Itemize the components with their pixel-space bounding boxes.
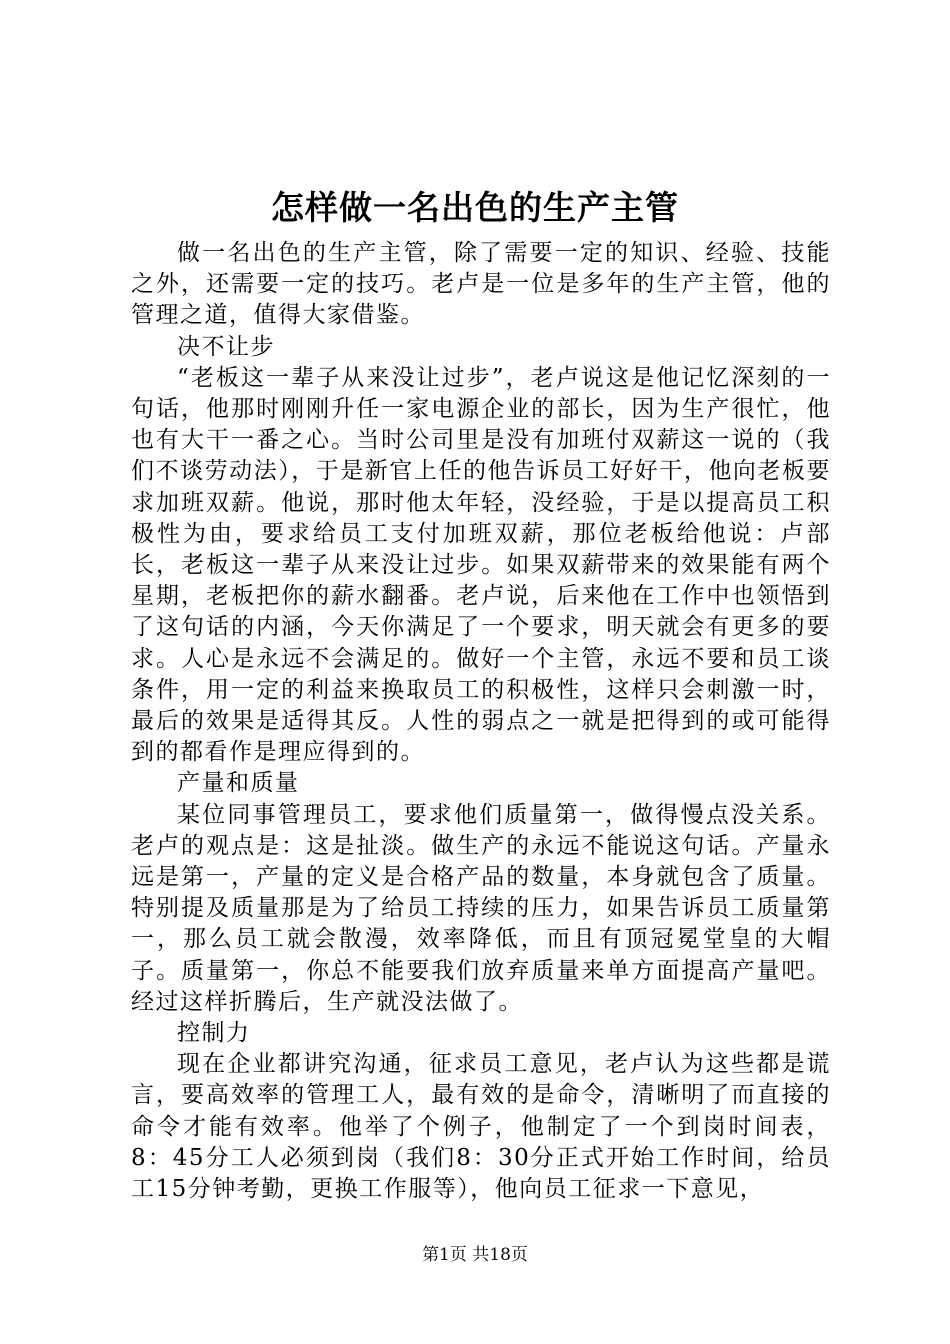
section-heading: 产量和质量 — [177, 770, 300, 797]
paragraph: 做一名出色的生产主管，除了需要一定的知识、经验、技能之外，还需要一定的技巧。老卢是一位是多年的生产主管，他的管理之道，值得大家借鉴。 — [131, 240, 831, 329]
document-body — [131, 238, 831, 1205]
page-footer: 第1页 共18页 — [422, 1245, 528, 1265]
section-heading: 控制力 — [177, 1020, 251, 1047]
paragraph: 现在企业都讲究沟通，征求员工意见，老卢认为这些都是谎言，要高效率的管理工人，最有效的是命令，清晰明了而直接的命令才能有效率。他举了个例子，他制定了一个到岗时间表，8：45分工人必须到岗（我们8：30分正式开始工作时间，给员工15分钟考勤，更换工作服等），他向员工征求一下意见， — [131, 1051, 831, 1203]
paragraph: “老板这一辈子从来没让过步”，老卢说这是他记忆深刻的一句话，他那时刚刚升任一家电源企业的部长，因为生产很忙，他也有大干一番之心。当时公司里是没有加班付双薪这一说的（我们不谈劳动法），于是新官上任的他告诉员工好好干，他向老板要求加班双薪。他说，那时他太年轻，没经验，于是以提高员工积极性为由，要求给员工支付加班双薪，那位老板给他说：卢部长，老板这一辈子从来没让过步。如果双薪带来的效果能有两个星期，老板把你的薪水翻番。老卢说，后来他在工作中也领悟到了这句话的内涵，今天你满足了一个要求，明天就会有更多的要求。人心是永远不会满足的。做好一个主管，永远不要和员工谈条件，用一定的利益来换取员工的积极性，这样只会刺激一时，最后的效果是适得其反。人性的弱点之一就是把得到的或可能得到的都看作是理应得到的。 — [131, 364, 831, 766]
section-heading: 决不让步 — [177, 333, 275, 360]
paragraph: 某位同事管理员工，要求他们质量第一，做得慢点没关系。老卢的观点是：这是扯淡。做生产的永远不能说这句话。产量永远是第一，产量的定义是合格产品的数量，本身就包含了质量。特别提及质量那是为了给员工持续的压力，如果告诉员工质量第一，那么员工就会散漫，效率降低，而且有顶冠冕堂皇的大帽子。质量第一，你总不能要我们放弃质量来单方面提高产量吧。经过这样折腾后，生产就没法做了。 — [131, 801, 831, 1015]
document-title: 怎样做一名出色的生产主管 — [271, 188, 679, 227]
